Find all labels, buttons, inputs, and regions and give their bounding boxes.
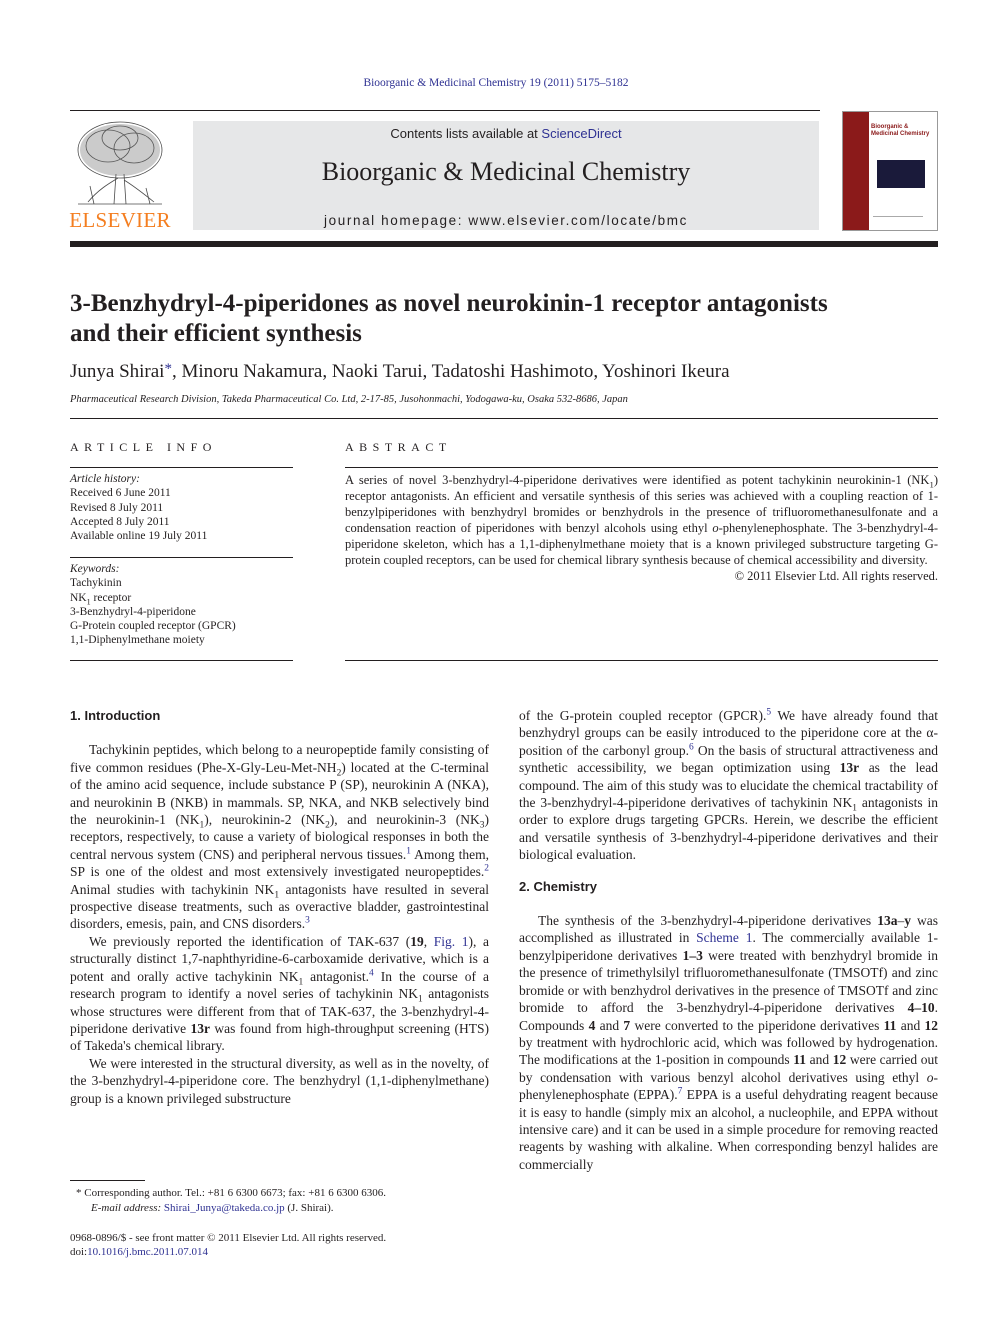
info-rule-1 xyxy=(70,467,293,468)
corresponding-footnote xyxy=(76,1186,496,1215)
author-list xyxy=(70,361,730,383)
section-heading-chemistry: 2. Chemistry xyxy=(519,878,598,894)
doi-link[interactable]: 10.1016/j.bmc.2011.07.014 xyxy=(87,1246,209,1258)
reference-link[interactable]: 5 xyxy=(766,707,772,718)
section-heading-introduction: 1. Introduction xyxy=(70,708,161,723)
journal-banner xyxy=(193,121,819,230)
title-rule xyxy=(70,418,938,419)
header-rule xyxy=(70,110,820,111)
corresponding-author-mark[interactable]: * xyxy=(164,361,172,377)
elsevier-logo[interactable] xyxy=(68,118,172,231)
title-line-2: and their efficient synthesis xyxy=(70,320,362,347)
revised-date: Revised 8 July 2011 xyxy=(70,501,164,514)
footnote-star: * xyxy=(76,1187,82,1199)
article-info-heading: ARTICLE INFO xyxy=(70,440,217,454)
contents-prefix: Contents lists available at xyxy=(390,126,542,141)
reference-link[interactable]: 1 xyxy=(406,846,411,857)
correspondence-line: * Corresponding author. Tel.: +81 6 6300 6673; fax: +81 6 6300 6306. xyxy=(76,1187,386,1199)
abstract-copyright: © 2011 Elsevier Ltd. All rights reserved. xyxy=(734,569,938,583)
header-thick-rule xyxy=(70,241,938,247)
intro-paragraph-1: Tachykinin peptides, which belong to a neuropeptide family consisting of five common residues $(Phe-X-Gly-Leu-Met-NH_2)$ located at the C-terminal of the amino acid sequence, include substance P (SP), neurokinin A (NKA), and neurokinin B (NKB) in mammals. SP, NKA, and NKB selectively bind the neurokinin-1 $(NK_1)$, neurokinin-2 $(NK_2)$, and neurokinin-3 $(NK_3)$ receptors, respectively, to cause a variety of biological responses in both the central nervous system (CNS) and peripheral nervous tissues.$^1$ Among them, SP is one of the oldest and most extensively investigated neuropeptides.$^2$ Animal studies with tachykinin $NK_1$ antagonists have resulted in several prospective disease treatments, such as overactive bladder, gastrointestinal disorders, emesis, pain, and CNS disorders.$^3$ xyxy=(70,742,489,932)
doi-line: doi:10.1016/j.bmc.2011.07.014 xyxy=(70,1246,209,1258)
title-line-1: 3-Benzhydryl-4-piperidones as novel neurokinin-1 receptor antagonists xyxy=(70,290,828,317)
keyword: 1,1-Diphenylmethane moiety xyxy=(70,634,205,647)
issn-line: 0968-0896/$ - see front matter © 2011 Elsevier Ltd. All rights reserved. xyxy=(70,1232,387,1244)
received-date: Received 6 June 2011 xyxy=(70,487,171,500)
online-date: Available online 19 July 2011 xyxy=(70,530,208,543)
affiliation: Pharmaceutical Research Division, Takeda Pharmaceutical Co. Ltd, 2-17-85, Jusohonmachi, Yodogawa-ku, Osaka 532-8686, Japan xyxy=(70,394,628,405)
cover-footer xyxy=(873,216,923,225)
author-shirai: Junya Shirai xyxy=(70,361,165,382)
figure-link[interactable]: Fig. 1 xyxy=(433,933,469,949)
chemistry-paragraph-1: The synthesis of the 3-benzhydryl-4-piperidone derivatives 13a–y was accomplished as illustrated in Scheme 1. The commercially available 1-benzylpiperidone derivatives 1–3 were treated with benzhydryl bromide in the presence of trimethylsilyl trifluoromethanesulfonate (TMSOTf) and zinc bromide or with benzhydrol derivatives in the presence of TMSOTf and zinc bromide to afford the 3-benzhydryl-4-piperidone derivatives 4–10. Compounds 4 and 7 were converted to the piperidone derivatives 11 and 12 by treatment with hydrochloric acid, which was followed by hydrogenation. The modifications at the 1-position in compounds 11 and 12 were carried out by condensation with various benzyl alcohol derivatives using ethyl o-phenylenephosphate (EPPA).$^7$ EPPA is a useful dehydrating reagent because it is easy to handle (simply mix an alcohol, a nucleophile, and EPPA without intensive care) and it can be used in a simple procedure for removing reacted reagents by washing with alkaline. When corresponding benzyl halides are commercially xyxy=(519,913,938,1172)
info-rule-3 xyxy=(70,660,293,661)
cover-band xyxy=(843,112,869,230)
contents-line xyxy=(193,126,819,141)
cover-image xyxy=(877,160,925,188)
publisher-wordmark: ELSEVIER xyxy=(69,208,171,232)
intro-paragraph-2: We previously reported the identification of TAK-637 (19, Fig. 1), a structurally distinct 1,7-naphthyridine-6-carboxamide derivative, which is a potent and orally active tachykinin $NK_1$ antagonist.$^4$ In the course of a research program to identify a novel series of tachykinin $NK_1$ antagonists whose structures were different from that of TAK-637, the 3-benzhydryl-4-piperidone derivative 13r was found from high-throughput screening (HTS) of Takeda's chemical library. xyxy=(70,933,490,1054)
keywords xyxy=(70,562,293,648)
body-left-column xyxy=(70,707,489,1107)
reference-link[interactable]: 2 xyxy=(484,863,489,874)
other-authors: , Minoru Nakamura, Naoki Tarui, Tadatoshi Hashimoto, Yoshinori Ikeura xyxy=(171,361,730,382)
journal-citation[interactable]: Bioorganic & Medicinal Chemistry 19 (2011) 5175–5182 xyxy=(363,77,629,89)
keywords-label: Keywords: xyxy=(70,563,120,575)
abstract-heading: ABSTRACT xyxy=(345,440,452,454)
email-link[interactable]: Shirai_Junya@takeda.co.jp xyxy=(163,1201,285,1214)
reference-link[interactable]: 7 xyxy=(677,1086,683,1097)
keyword: $NK_1$ receptor xyxy=(70,591,132,606)
scheme-link[interactable]: Scheme 1 xyxy=(696,930,753,946)
article-history xyxy=(70,472,293,543)
email-line: E-mail address: Shirai_Junya@takeda.co.jp (J. Shirai). xyxy=(91,1201,334,1214)
history-label: Article history: xyxy=(70,473,140,485)
abstract-rule-1 xyxy=(345,467,938,468)
cover-title: Bioorganic & Medicinal Chemistry xyxy=(871,124,930,137)
intro-paragraph-3: We were interested in the structural diversity, as well as in the novelty, of the 3-benzhydryl-4-piperidone core. The benzhydryl (1,1-diphenylmethane) group is a known privileged substructure xyxy=(70,1055,489,1106)
body-right-column xyxy=(519,707,938,1173)
abstract-rule-2 xyxy=(345,660,938,661)
journal-name: Bioorganic & Medicinal Chemistry xyxy=(321,157,691,186)
info-rule-2 xyxy=(70,557,293,558)
reference-link[interactable]: 4 xyxy=(369,968,374,979)
intro-paragraph-3-cont: of the G-protein coupled receptor (GPCR).$^5$ We have already found that benzhydryl groups can be easily introduced to the piperidone core at the α-position of the carbonyl group.$^6$ On the basis of structural attractiveness and synthetic accessibility, we began optimization using 13r as the lead compound. The aim of this study was to elucidate the chemical tractability of the 3-benzhydryl-4-piperidone derivatives of tachykinin $NK_1$ antagonists in order to explore drugs targeting GPCRs. Herein, we describe the efficient and versatile synthesis of 3-benzhydryl-4-piperidone derivatives and their biological evaluation. xyxy=(519,707,939,863)
keyword: 3-Benzhydryl-4-piperidone xyxy=(70,605,196,618)
keyword: G-Protein coupled receptor (GPCR) xyxy=(70,620,236,633)
abstract-text: A series of novel 3-benzhydryl-4-piperidone derivatives were identified as potent tachykinin neurokinin-1 $(NK_1)$ receptor antagonists. An efficient and versatile synthesis of this series was achieved with a coupling reaction of 1-benzylpiperidones with benzhydryl bromides or benzhydrols in the presence of trifluoromethanesulfonate and a condensation reaction of piperidones with benzyl alcohols using ethyl o-phenylenephosphate. The 3-benzhydryl-4-piperidone skeleton, which has a 1,1-diphenylmethane moiety that is a known privileged substructure targeting G-protein coupled receptors, can be used for chemical library synthesis because of chemical accessibility and diversity. © 2011 Elsevier Ltd. All rights reserved. xyxy=(345,473,938,583)
sciencedirect-link[interactable]: ScienceDirect xyxy=(541,126,622,141)
reference-link[interactable]: 3 xyxy=(305,915,310,926)
journal-cover[interactable] xyxy=(842,111,938,231)
keyword: Tachykinin xyxy=(70,577,122,590)
reference-link[interactable]: 6 xyxy=(688,742,694,753)
footnote-rule xyxy=(70,1180,145,1181)
accepted-date: Accepted 8 July 2011 xyxy=(70,515,170,528)
article-title xyxy=(70,289,930,349)
journal-homepage[interactable]: journal homepage: www.elsevier.com/locate/bmc xyxy=(324,213,688,228)
